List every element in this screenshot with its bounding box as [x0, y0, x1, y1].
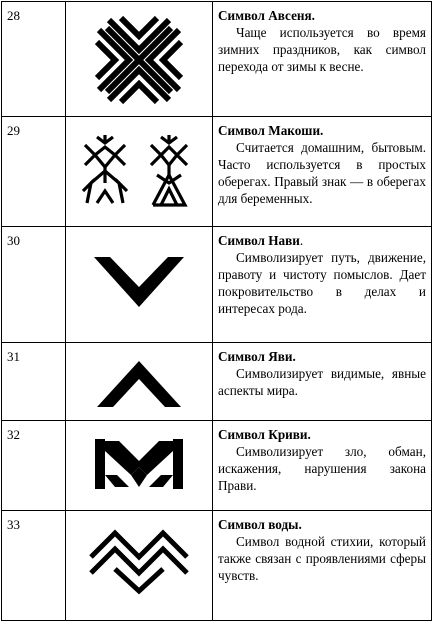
symbol-text: Считается домашним, бытовым. Часто используется в простых оберегах. Правый знак — в оберегах для беременных. [218, 140, 426, 206]
water-symbol-icon [89, 529, 189, 595]
avsen-symbol-icon [91, 12, 187, 108]
symbol-text: Чаще используется во время зимних праздников, как символ перехода от зимы к весне. [218, 25, 426, 74]
symbol-title: Символ Криви. [218, 427, 311, 442]
symbol-description [213, 343, 432, 421]
symbol-text: Символизирует видимые, явные аспекты мира. [218, 366, 426, 398]
yav-symbol-icon [97, 359, 181, 409]
symbol-text: Символизирует зло, обман, искажения, нарушения закона Прави. [218, 444, 426, 493]
table-row [2, 227, 432, 343]
symbol-description [213, 2, 432, 117]
symbol-cell [66, 421, 213, 511]
table-row [2, 2, 432, 117]
symbols-table [1, 1, 432, 621]
row-number: 33 [2, 511, 66, 621]
symbol-text: Символизирует путь, движение, правоту и чистоту помыслов. Дает покровительство в делах и интересах рода. [218, 250, 426, 316]
symbol-description [213, 117, 432, 227]
table-row [2, 421, 432, 511]
nav-symbol-icon [94, 255, 184, 315]
row-number: 30 [2, 227, 66, 343]
makosh-symbol-icon [77, 131, 201, 211]
kriv-symbol-icon [95, 439, 183, 489]
row-number: 29 [2, 117, 66, 227]
symbol-description [213, 421, 432, 511]
row-number: 31 [2, 343, 66, 421]
symbol-title: Символ Макоши. [218, 123, 324, 138]
symbol-cell [66, 511, 213, 621]
row-number: 32 [2, 421, 66, 511]
symbol-cell [66, 117, 213, 227]
row-number: 28 [2, 2, 66, 117]
table-row [2, 343, 432, 421]
symbol-description [213, 511, 432, 621]
symbol-description [213, 227, 432, 343]
symbol-cell [66, 227, 213, 343]
table-row [2, 511, 432, 621]
symbol-cell [66, 343, 213, 421]
symbol-title: Символ Яви. [218, 349, 296, 364]
symbol-text: Символ водной стихии, который также связан с проявлениями сферы чувств. [218, 534, 426, 583]
symbol-title: Символ воды. [218, 517, 302, 532]
table-row [2, 117, 432, 227]
symbol-title: Символ Авсеня. [218, 8, 315, 23]
symbol-cell [66, 2, 213, 117]
symbol-title: Символ Нави. [218, 233, 304, 248]
